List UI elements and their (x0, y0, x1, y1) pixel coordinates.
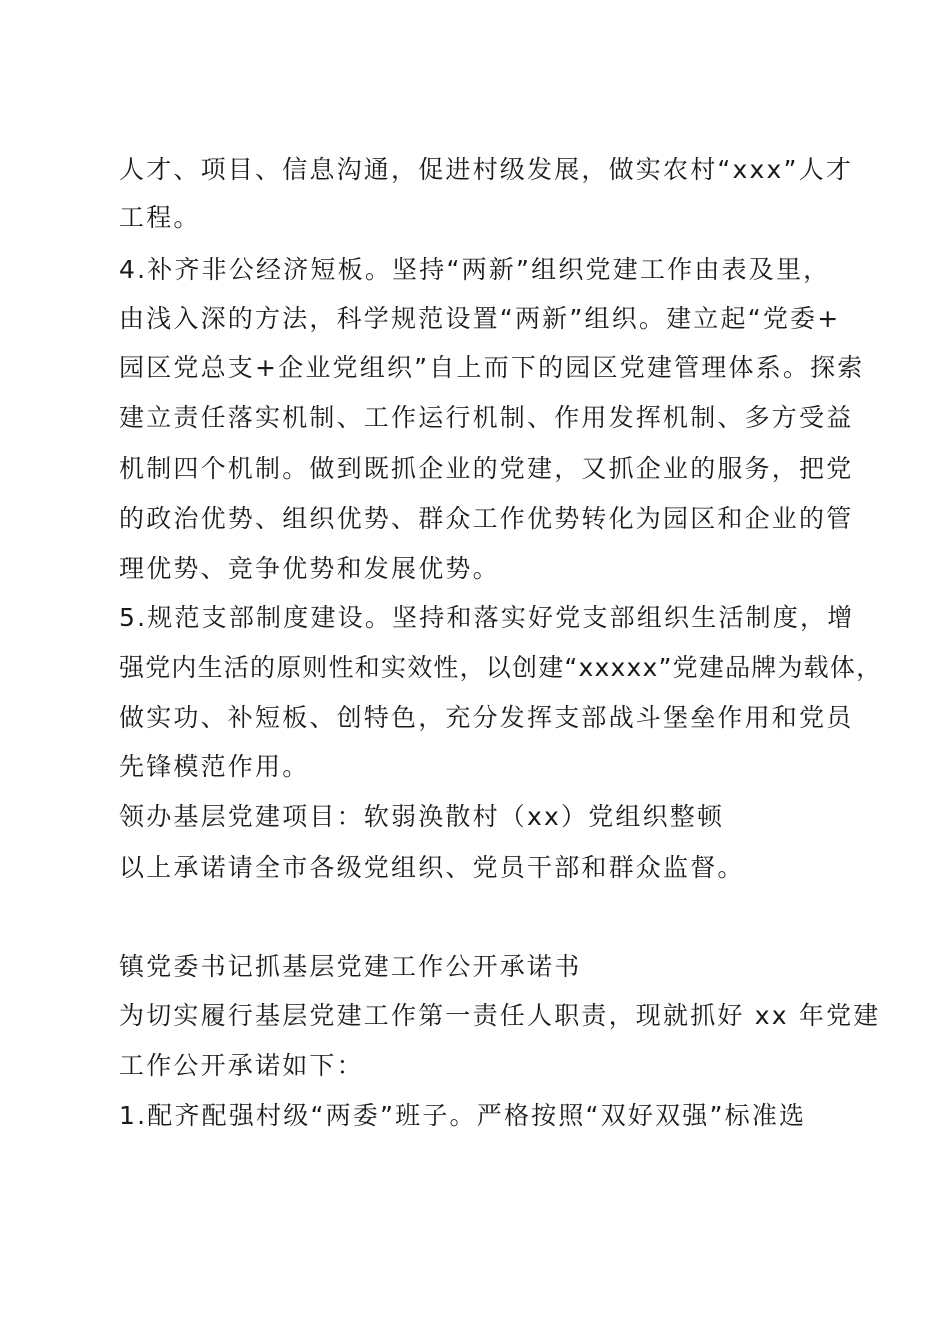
text-line: 人才、项目、信息沟通，促进村级发展，做实农村“xxx”人才 (119, 155, 854, 184)
text-line: 的政治优势、组织优势、群众工作优势转化为园区和企业的管 (119, 504, 854, 533)
section-title: 镇党委书记抓基层党建工作公开承诺书 (119, 952, 582, 981)
text-line: 为切实履行基层党建工作第一责任人职责，现就抓好 xx 年党建 (119, 1001, 881, 1030)
text-line: 4.补齐非公经济短板。坚持“两新”组织党建工作由表及里， (119, 255, 831, 284)
text-line: 建立责任落实机制、工作运行机制、作用发挥机制、多方受益 (119, 403, 854, 432)
text-line: 领办基层党建项目：软弱涣散村（xx）党组织整顿 (119, 802, 725, 831)
text-line: 1.配齐配强村级“两委”班子。严格按照“双好双强”标准选 (119, 1101, 807, 1130)
text-line: 工作公开承诺如下： (119, 1051, 364, 1080)
text-line: 工程。 (119, 203, 201, 232)
text-line: 先锋模范作用。 (119, 752, 310, 781)
text-line: 5.规范支部制度建设。坚持和落实好党支部组织生活制度，增 (119, 603, 855, 632)
text-line: 以上承诺请全市各级党组织、党员干部和群众监督。 (119, 853, 745, 882)
text-line: 做实功、补短板、创特色，充分发挥支部战斗堡垒作用和党员 (119, 703, 854, 732)
text-line: 机制四个机制。做到既抓企业的党建，又抓企业的服务，把党 (119, 454, 854, 483)
text-line: 由浅入深的方法，科学规范设置“两新”组织。建立起“党委+ (119, 304, 841, 333)
text-line: 强党内生活的原则性和实效性，以创建“xxxxx”党建品牌为载体， (119, 653, 883, 682)
text-line: 理优势、竞争优势和发展优势。 (119, 554, 500, 583)
text-line: 园区党总支+企业党组织”自上而下的园区党建管理体系。探索 (119, 353, 865, 382)
